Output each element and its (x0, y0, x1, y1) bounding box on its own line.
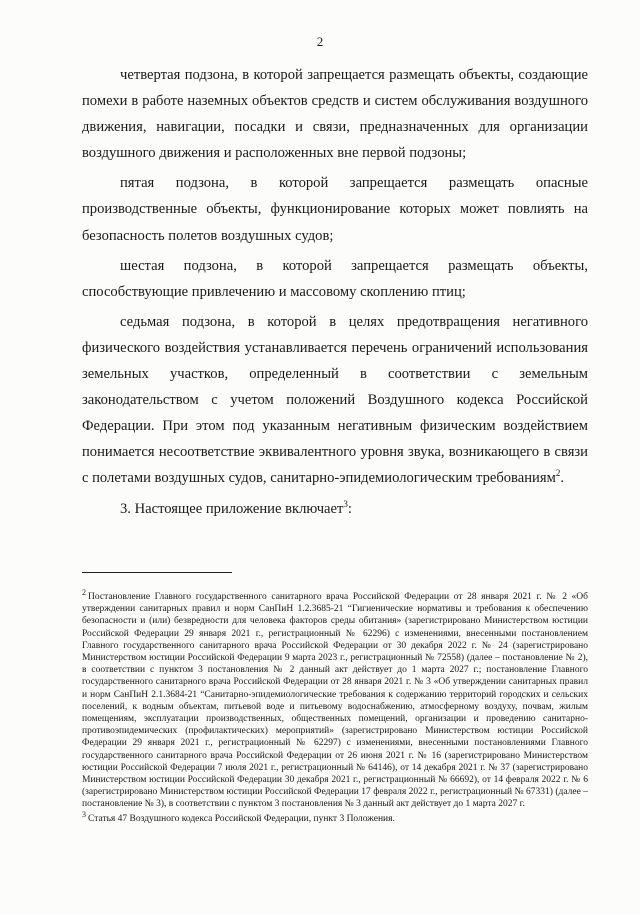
footnote-text-2: Постановление Главного государственного санитарного врача Российской Федерации от 28 января 2021 г. № 2 «Об утверждении санитарных правил и норм СанПиН 1.2.3685-21 “Гигиенические нормативы и требования к обеспечению безопасности и (или) безвредности для человека факторов среды обитания» (зарегистрировано Министерством юстиции Российской Федерации 29 января 2021 г., регистрационный № 62296) с изменениями, внесенными постановлением Главного государственного санитарного врача Российской Федерации от 30 декабря 2022 г. № 24 (зарегистрировано Министерством юстиции Российской Федерации 9 марта 2023 г., регистрационный № 72558) (далее – постановление № 2), в соответствии с пунктом 3 постановления № 2 данный акт действует до 1 марта 2027 г.; постановление Главного государственного санитарного врача Российской Федерации от 28 января 2021 г. № 3 «Об утверждении санитарных правил и норм СанПиН 2.1.3684-21 “Санитарно-эпидемиологические требования к содержанию территорий городских и сельских поселений, к водным объектам, питьевой воде и питьевому водоснабжению, атмосферному воздуху, почвам, жилым помещениям, эксплуатации производственных, общественных помещений, организации и проведению санитарно-противоэпидемических (профилактических) мероприятий» (зарегистрировано Министерством юстиции Российской Федерации 29 января 2021 г., регистрационный № 62297) с изменениями, внесенными постановлениями Главного государственного санитарного врача Российской Федерации от 26 июня 2021 г. № 16 (зарегистрировано Министерством юстиции Российской Федерации 7 июля 2021 г., регистрационный № 64146), от 14 декабря 2021 г. № 37 (зарегистрировано Министерством юстиции Российской Федерации 30 декабря 2021 г., регистрационный № 66692), от 14 февраля 2022 г. № 6 (зарегистрировано Министерством юстиции Российской Федерации 17 февраля 2022 г., регистрационный № 67331) (далее – постановление № 3), в соответствии с пунктом 3 постановления № 3 данный акт действует до 1 марта 2027 г. (82, 592, 588, 810)
footnote-mark-2: 2 (82, 587, 86, 597)
paragraph-includes-text: 3. Настоящее приложение включает (120, 500, 344, 517)
paragraph-subzone-4: четвертая подзона, в которой запрещается размещать объекты, создающие помехи в работе наземных объектов средств и систем обслуживания воздушного движения, навигации, посадки и связи, предназначенных для организации воздушного движения и расположенных вне первой подзоны; (82, 67, 588, 162)
paragraph-subzone-5: пятая подзона, в которой запрещается размещать опасные производственные объекты, функционирование которых может повлиять на безопасность полетов воздушных судов; (82, 175, 588, 244)
footnotes (82, 587, 588, 827)
footnote-divider (82, 572, 232, 573)
footnote-ref-2[interactable]: 2 (555, 468, 561, 479)
page-number: 2 (316, 34, 324, 49)
footnote-3 (82, 809, 588, 825)
body-text (82, 62, 588, 526)
paragraph-includes (82, 496, 588, 522)
paragraph-subzone-7-text: седьмая подзона, в которой в целях предотвращения негативного физического воздействия устанавливается перечень ограничений использования земельных участков, определенный в соответствии с земельным законодательством с учетом положений Воздушного кодекса Российской Федерации. При этом под указанным негативным физическим воздействием понимается несоответствие эквивалентного уровня звука, возникающего в связи с полетами воздушных судов, санитарно-эпидемиологическим требованиям (82, 313, 588, 487)
paragraph-subzone-7-end: . (560, 470, 564, 487)
footnote-mark-3: 3 (82, 809, 86, 819)
paragraph-includes-end: : (347, 500, 352, 517)
footnote-2 (82, 587, 588, 811)
paragraph-subzone-6: шестая подзона, в которой запрещается размещать объекты, способствующие привлечению и массовому скоплению птиц; (82, 257, 588, 300)
paragraph-subzone-7 (82, 309, 588, 492)
footnote-text-3: Статья 47 Воздушного кодекса Российской Федерации, пункт 3 Положения. (88, 813, 395, 824)
footnote-ref-3[interactable]: 3 (343, 498, 348, 509)
